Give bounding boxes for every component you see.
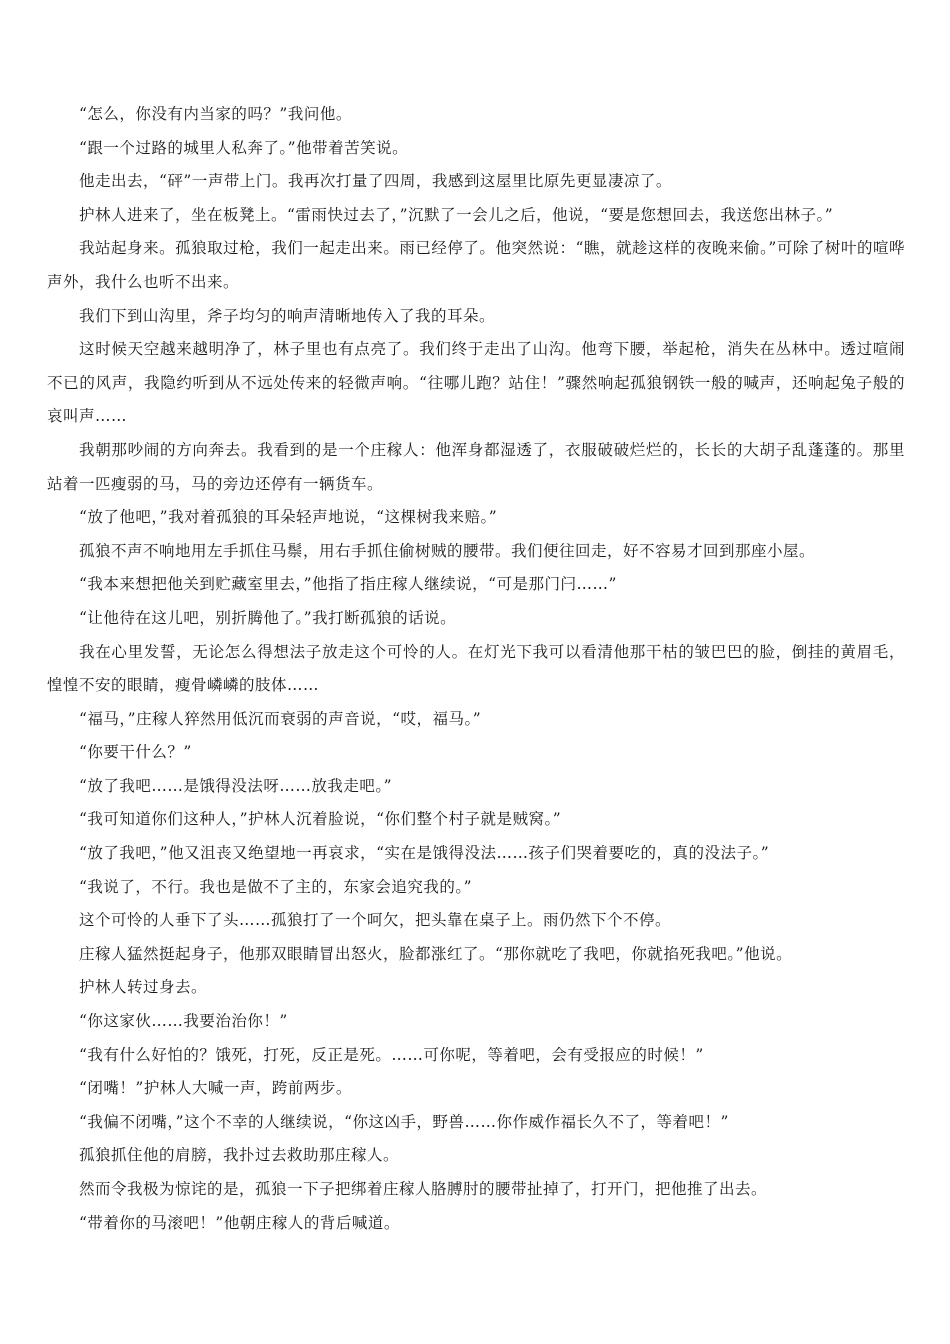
paragraph: 我站起身来。孤狼取过枪，我们一起走出来。雨已经停了。他突然说：“瞧，就趁这样的夜晚来偷。”可除了树叶的喧哗声外，我什么也听不出来。 (47, 239, 905, 291)
paragraph: 我朝那吵闹的方向奔去。我看到的是一个庄稼人：他浑身都湿透了，衣服破破烂烂的，长长的大胡子乱蓬蓬的。那里站着一匹瘦弱的马，马的旁边还停有一辆货车。 (47, 440, 905, 493)
paragraph: 孤狼抓住他的肩膀，我扑过去救助那庄稼人。 (79, 1146, 400, 1165)
paragraph: “你要干什么？” (79, 743, 192, 762)
paragraph: “我说了，不行。我也是做不了主的，东家会追究我的。” (79, 877, 473, 896)
paragraph: 孤狼不声不响地用左手抓住马鬃，用右手抓住偷树贼的腰带。我们便往回走，好不容易才回到那座小屋。 (79, 541, 816, 560)
paragraph: “我可知道你们这种人，”护林人沉着脸说，“你们整个村子就是贼窝。” (79, 810, 562, 829)
paragraph: 护林人进来了，坐在板凳上。“雷雨快过去了，”沉默了一会儿之后，他说，“要是您想回去，我送您出林子。” (79, 205, 834, 224)
paragraph: “福马，”庄稼人猝然用低沉而衰弱的声音说，“哎，福马。” (79, 709, 482, 728)
paragraph: 然而令我极为惊诧的是，孤狼一下子把绑着庄稼人胳膊肘的腰带扯掉了，打开门，把他推了出去。 (79, 1180, 768, 1198)
paragraph: 这时候天空越来越明净了，林子里也有点亮了。我们终于走出了山沟。他弯下腰，举起枪，消失在丛林中。透过喧闹不已的风声，我隐约听到从不远处传来的轻微声响。“往哪儿跑？站住！”骤然响起孤狼钢铁一般的喊声，还响起兔子般的哀叫声…… (47, 340, 905, 426)
paragraph: “我有什么好怕的？饿死，打死，反正是死。……可你呢，等着吧，会有受报应的时候！” (79, 1045, 704, 1064)
paragraph: “让他待在这儿吧，别折腾他了。”我打断孤狼的话说。 (79, 608, 457, 627)
paragraph: 庄稼人猛然挺起身子，他那双眼睛冒出怒火，脸都涨红了。“那你就吃了我吧，你就掐死我吧。”他说。 (79, 944, 793, 963)
paragraph: “你这家伙……我要治治你！” (79, 1012, 288, 1031)
paragraph: 我在心里发誓，无论怎么得想法子放走这个可怜的人。在灯光下我可以看清他那干枯的皱巴巴的脸，倒挂的黄眉毛，惶惶不安的眼睛，瘦骨嶙嶙的肢体…… (47, 642, 905, 695)
document-body (47, 98, 905, 1240)
paragraph: “我偏不闭嘴，”这个不幸的人继续说，“你这凶手，野兽……你作威作福长久不了，等着吧！” (79, 1112, 729, 1131)
paragraph: “跟一个过路的城里人私奔了。”他带着苦笑说。 (79, 138, 409, 157)
paragraph: 护林人转过身去。 (79, 978, 208, 997)
paragraph: 他走出去，“砰”一声带上门。我再次打量了四周，我感到这屋里比原先更显凄凉了。 (79, 172, 672, 191)
paragraph: “放了我吧……是饿得没法呀……放我走吧。” (79, 776, 393, 795)
paragraph: “放了他吧，”我对着孤狼的耳朵轻声地说，“这棵树我来赔。” (79, 508, 498, 527)
paragraph: “闭嘴！”护林人大喊一声，跨前两步。 (79, 1079, 352, 1098)
paragraph: 我们下到山沟里，斧子均匀的响声清晰地传入了我的耳朵。 (79, 306, 496, 325)
paragraph: “怎么，你没有内当家的吗？”我问他。 (79, 105, 352, 123)
paragraph: “带着你的马滚吧！”他朝庄稼人的背后喊道。 (79, 1213, 400, 1232)
paragraph: “我本来想把他关到贮藏室里去，”他指了指庄稼人继续说，“可是那门闩……” (79, 575, 617, 594)
paragraph: “放了我吧，”他又沮丧又绝望地一再哀求，“实在是饿得没法……孩子们哭着要吃的，真的没法子。” (79, 844, 770, 863)
paragraph: 这个可怜的人垂下了头……孤狼打了一个呵欠，把头靠在桌子上。雨仍然下个不停。 (79, 911, 672, 930)
